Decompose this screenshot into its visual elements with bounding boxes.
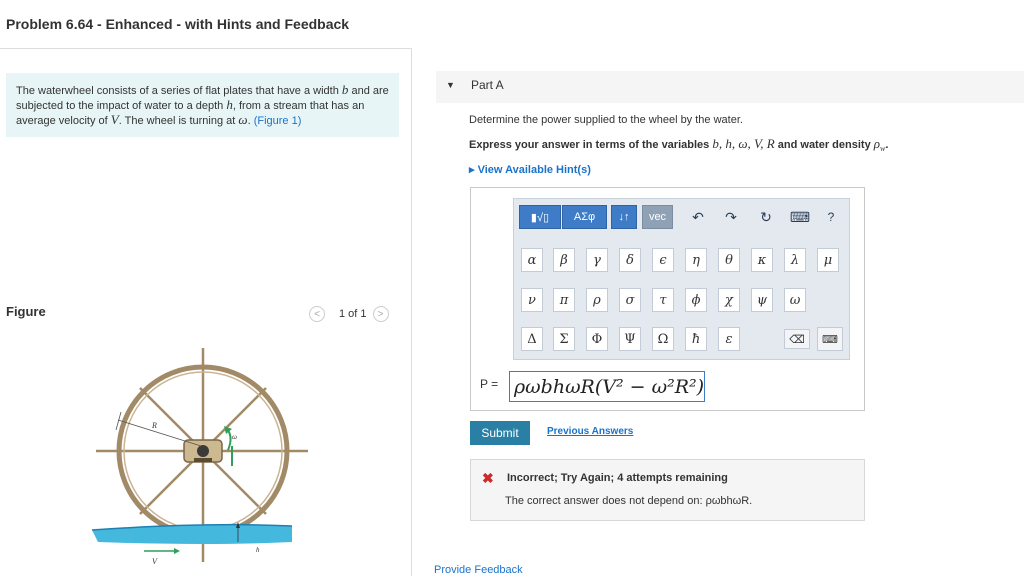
var-b: b [341, 82, 349, 97]
key-epsilon[interactable]: ϵ [652, 248, 674, 272]
figure-count: 1 of 1 [339, 308, 367, 320]
key-nu[interactable]: ν [521, 288, 543, 312]
wheel-drawing [92, 348, 308, 562]
keyboard-icon[interactable]: ⌨ [789, 208, 811, 225]
vec-button[interactable]: vec [642, 205, 673, 229]
key-tau[interactable]: τ [652, 288, 674, 312]
templates-button[interactable]: ▮√▯ [519, 205, 561, 229]
var-rho: ρ [873, 136, 880, 151]
problem-intro [6, 73, 399, 137]
arrows-button[interactable]: ↓↑ [611, 205, 637, 229]
feedback-box [470, 459, 865, 521]
label-h: h [256, 546, 260, 554]
redo-icon[interactable]: ↷ [725, 208, 737, 225]
express-text: . [885, 139, 889, 151]
key-Phi[interactable]: Φ [586, 327, 608, 351]
key-psi[interactable]: ψ [751, 288, 773, 312]
pane-divider [411, 48, 412, 576]
feedback-detail: The correct answer does not depend on: ρωbhωR. [505, 495, 753, 507]
key-Sigma[interactable]: Σ [553, 327, 575, 351]
chevron-left-icon[interactable]: < [309, 306, 325, 322]
var-rho-sub: w [880, 144, 886, 154]
key-chi[interactable]: χ [718, 288, 740, 312]
key-varepsilon[interactable]: ɛ [718, 327, 740, 351]
intro-text: and are subjected to the impact of water to a depth [16, 85, 389, 112]
express-instructions [469, 136, 888, 153]
waterwheel-figure [88, 340, 308, 576]
key-beta[interactable]: β [553, 248, 575, 272]
part-a-label: Part A [471, 78, 504, 92]
intro-text: . [247, 115, 254, 127]
submit-button[interactable]: Submit [470, 421, 530, 445]
key-lambda[interactable]: λ [784, 248, 806, 272]
scrolled-breadcrumb [0, 0, 1024, 4]
figure-pager [309, 305, 389, 323]
key-sigma[interactable]: σ [619, 288, 641, 312]
key-kappa[interactable]: κ [751, 248, 773, 272]
undo-icon[interactable]: ↶ [692, 208, 704, 225]
label-omega: ω [232, 433, 237, 441]
express-text: and water density [774, 139, 874, 151]
key-mu[interactable]: μ [817, 248, 839, 272]
intro-text: , from a stream that has an average velocity of [16, 100, 365, 127]
figure-heading: Figure [6, 304, 46, 319]
key-alpha[interactable]: α [521, 248, 543, 272]
label-R: R [152, 421, 157, 430]
problem-title: Problem 6.64 - Enhanced - with Hints and Feedback [6, 16, 350, 32]
key-omega[interactable]: ω [784, 288, 806, 312]
key-Delta[interactable]: Δ [521, 327, 543, 351]
var-V: V [110, 112, 119, 127]
key-rho[interactable]: ρ [586, 288, 608, 312]
key-theta[interactable]: θ [718, 248, 740, 272]
key-Omega[interactable]: Ω [652, 327, 674, 351]
question-text: Determine the power supplied to the wheel by the water. [469, 114, 743, 126]
answer-label: P = [480, 377, 499, 391]
view-hints-link[interactable]: ▸ View Available Hint(s) [469, 164, 591, 176]
express-text: Express your answer in terms of the variables [469, 139, 713, 151]
express-vars: b, h, ω, V, R [712, 136, 775, 151]
incorrect-x-icon: ✖ [482, 470, 494, 486]
key-delta[interactable]: δ [619, 248, 641, 272]
provide-feedback-link[interactable]: Provide Feedback [434, 564, 523, 576]
key-hbar[interactable]: ħ [685, 327, 707, 351]
label-V: V [152, 557, 157, 566]
greek-button[interactable]: ΑΣφ [562, 205, 607, 229]
backspace-icon[interactable]: ⌫ [784, 329, 810, 349]
collapse-triangle-icon[interactable]: ▼ [446, 80, 455, 90]
reset-icon[interactable]: ↻ [760, 208, 772, 225]
key-Psi[interactable]: Ψ [619, 327, 641, 351]
key-phi[interactable]: ϕ [685, 288, 707, 312]
key-pi[interactable]: π [553, 288, 575, 312]
intro-text: . The wheel is turning at [118, 115, 239, 127]
feedback-title: Incorrect; Try Again; 4 attempts remaining [507, 472, 728, 484]
help-icon[interactable]: ? [827, 210, 835, 224]
var-omega: ω [238, 112, 248, 127]
intro-text: The waterwheel consists of a series of flat plates that have a width [16, 85, 342, 97]
chevron-right-icon[interactable]: > [373, 306, 389, 322]
keyboard-toggle-icon[interactable]: ⌨ [817, 327, 843, 351]
key-eta[interactable]: η [685, 248, 707, 272]
answer-input[interactable]: ρωbhωR(V² − ω²R²) [509, 371, 705, 402]
key-gamma[interactable]: γ [586, 248, 608, 272]
title-divider [0, 48, 411, 49]
figure-link[interactable]: (Figure 1) [253, 115, 302, 127]
var-h: h [226, 97, 233, 112]
previous-answers-link[interactable]: Previous Answers [547, 426, 634, 437]
part-a-header[interactable] [436, 71, 1024, 103]
